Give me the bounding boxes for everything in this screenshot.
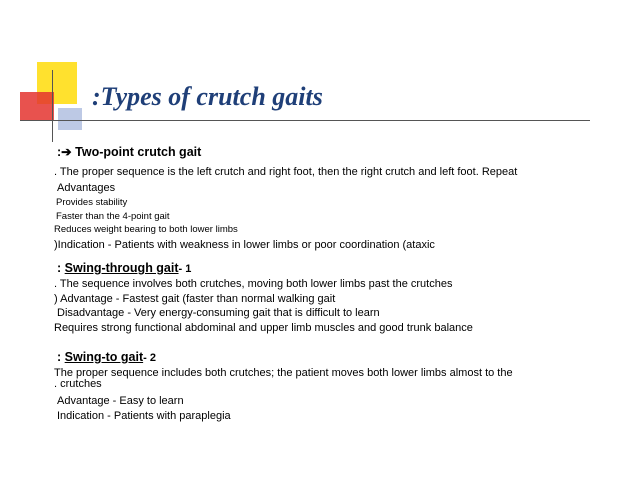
decorative-horizontal-line: [20, 120, 590, 121]
text-line: . crutches: [54, 378, 102, 390]
section-heading-swing-to: [57, 351, 156, 364]
text-line: )Indication - Patients with weakness in lower limbs or poor coordination (ataxic: [54, 239, 435, 251]
text-line: Advantages: [57, 182, 116, 194]
section-heading-two-point: [57, 146, 201, 158]
heading-number: - 1: [178, 263, 192, 275]
text-line: Disadvantage - Very energy-consuming gait that is difficult to learn: [57, 307, 380, 319]
heading-text: Swing-through gait: [64, 261, 179, 275]
decorative-blue-square: [58, 108, 82, 130]
text-line: Indication - Patients with paraplegia: [57, 410, 231, 422]
text-line: Requires strong functional abdominal and upper limb muscles and good trunk balance: [54, 322, 473, 334]
text-line: Provides stability: [56, 197, 128, 208]
text-line: ) Advantage - Fastest gait (faster than normal walking gait: [54, 293, 336, 305]
text-line: Faster than the 4-point gait: [56, 211, 170, 222]
text-line: . The proper sequence is the left crutch and right foot, then the right crutch and left foot. Repeat: [54, 166, 518, 178]
text-line: The proper sequence includes both crutches; the patient moves both lower limbs almost to the: [54, 367, 513, 379]
text-line: Reduces weight bearing to both lower limbs: [54, 224, 238, 235]
text-line: . The sequence involves both crutches, moving both lower limbs past the crutches: [54, 278, 453, 290]
heading-number: - 2: [143, 352, 156, 364]
decorative-vertical-line: [52, 70, 53, 142]
section-heading-swing-through: [57, 262, 191, 275]
text-line: Advantage - Easy to learn: [57, 395, 184, 407]
heading-prefix: :: [57, 145, 62, 159]
arrow-icon: ➔: [61, 145, 72, 159]
heading-prefix: :: [57, 350, 62, 364]
heading-text: Swing-to gait: [64, 350, 144, 364]
slide-title: :Types of crutch gaits: [92, 82, 323, 111]
heading-text: Two-point crutch gait: [75, 145, 202, 159]
decorative-red-square: [20, 92, 54, 121]
heading-prefix: :: [57, 261, 62, 275]
